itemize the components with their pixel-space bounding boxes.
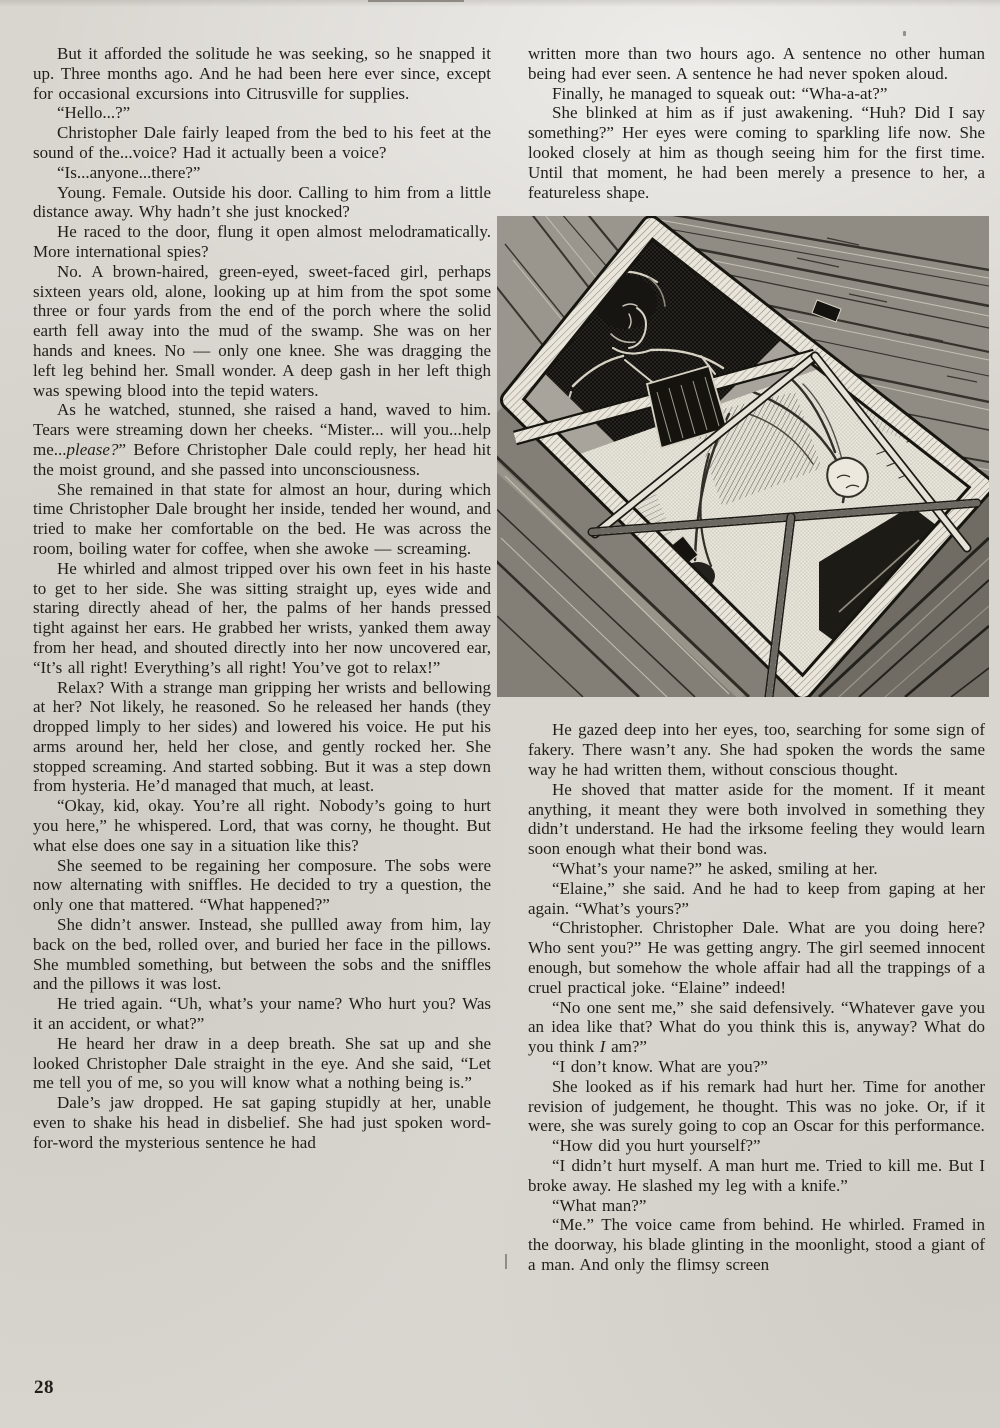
story-paragraph: No. A brown-haired, green-eyed, sweet-faced girl, perhaps sixteen years old, alone, looking up at him from the spot some three or four yards from the end of the porch where the solid earth fell away into the mud of the swamp. She was on her hands and knees. No — only one knee. She was dragging the left leg behind her. Small wonder. A deep gash in her left thigh was spewing blood into the tepid waters.	[33, 261, 491, 400]
story-paragraph: Christopher Dale fairly leaped from the bed to his feet at the sound of the...voice? Had it actually been a voice?	[33, 123, 491, 162]
story-paragraph: He tried again. “Uh, what’s your name? Who hurt you? Was it an accident, or what?”	[33, 994, 491, 1034]
story-paragraph: She blinked at him as if just awakening. “Huh? Did I say something?” Her eyes were coming to sparkling life now. She looked closely at him as though seeing him for the first time. Until that moment, he had been merely a presence to her, a featureless shape.	[528, 103, 985, 202]
story-paragraph: written more than two hours ago. A sentence no other human being had ever seen. A sentence he had never spoken aloud.	[528, 44, 985, 83]
story-paragraph: “How did you hurt yourself?”	[552, 1136, 761, 1156]
story-paragraph: He gazed deep into her eyes, too, searching for some sign of fakery. There wasn’t any. She had spoken the words the same way he had written them, without conscious thought.	[528, 720, 985, 779]
page-number: 28	[34, 1377, 54, 1398]
story-paragraph: He raced to the door, flung it open almost melodramatically. More international spies?	[33, 222, 491, 261]
story-paragraph: “What’s your name?” he asked, smiling at her.	[552, 858, 878, 878]
story-paragraph: “I don’t know. What are you?”	[552, 1056, 768, 1076]
story-column-right-top	[528, 44, 985, 202]
page-top-shading	[0, 0, 1000, 7]
story-paragraph: Dale’s jaw dropped. He sat gaping stupidly at her, unable even to shake his head in disbelief. She had just spoken word-for-word the mysterious sentence he had	[33, 1093, 491, 1152]
story-illustration	[497, 216, 989, 697]
scan-artifact-line	[368, 0, 464, 2]
story-paragraph: She looked as if his remark had hurt her. Time for another revision of judgement, he thought. This was no joke. Or, if it were, she was surely going to cop an Oscar for this performance.	[528, 1076, 985, 1136]
story-paragraph: “Hello...?”	[57, 103, 131, 123]
story-paragraph: Relax? With a strange man gripping her wrists and bellowing at her? Not likely, he reasoned. So he released her hands (they dropped limply to her sides) and lowered his voice. He put his arms around her, held her close, and gently rocked her. She stopped screaming. And started sobbing. But it was a step down from hysteria. He’d managed that much, at least.	[33, 677, 491, 796]
story-paragraph: She seemed to be regaining her composure. The sobs were now alternating with sniffles. He decided to try a question, the only one that mattered. “What happened?”	[33, 855, 491, 915]
story-column-left	[33, 44, 491, 1275]
story-paragraph: As he watched, stunned, she raised a hand, waved to him. Tears were streaming down her cheeks. “Mister... will you...help me...please?” Before Christopher Dale could reply, her head hit the moist ground, and she passed into unconsciousness.	[33, 400, 491, 479]
story-paragraph: “I didn’t hurt myself. A man hurt me. Tried to kill me. But I broke away. He slashed my leg with a knife.”	[528, 1155, 985, 1195]
story-paragraph: He heard her draw in a deep breath. She sat up and she looked Christopher Dale straight in the eye. And she said, “Let me tell you of me, so you will know what a nothing being is.”	[33, 1033, 491, 1093]
story-paragraph: “Okay, kid, okay. You’re all right. Nobody’s going to hurt you here,” he whispered. Lord, that was corny, he thought. But what else does one say in a situation like this?	[33, 796, 491, 855]
scan-artifact-speck	[903, 31, 906, 36]
story-paragraph: He whirled and almost tripped over his own feet in his haste to get to her side. She was sitting straight up, eyes wide and staring directly ahead of her, the palms of her hands pressed tight against her ears. He grabbed her wrists, yanked them away from her head, and shouted directly into her now uncovered ear, “It’s all right! Everything’s all right! You’ve got to relax!”	[33, 558, 491, 677]
story-paragraph: “Is...anyone...there?”	[57, 162, 201, 182]
story-paragraph: Young. Female. Outside his door. Calling to him from a little distance away. Why hadn’t she just knocked?	[33, 182, 491, 222]
story-paragraph: “Christopher. Christopher Dale. What are you doing here? Who sent you?” He was getting angry. The girl seemed innocent enough, but somehow the whole affair had all the trappings of a cruel practical joke. “Elaine” indeed!	[528, 918, 985, 997]
story-paragraph: “No one sent me,” she said defensively. “Whatever gave you an idea like that? What do you think this is, anyway? What do you think I am?”	[528, 997, 985, 1057]
story-column-right	[528, 44, 985, 1275]
story-column-right-bottom	[528, 720, 985, 1274]
story-paragraph: “What man?”	[552, 1195, 647, 1215]
story-paragraph: Finally, he managed to squeak out: “Wha-a-at?”	[552, 83, 888, 103]
story-body	[33, 44, 985, 1275]
story-paragraph: She remained in that state for almost an hour, during which time Christopher Dale brought her inside, tended her wound, and tried to make her comfortable on the bed. He was across the room, boiling water for coffee, when she awoke — screaming.	[33, 479, 491, 558]
story-paragraph: “Me.” The voice came from behind. He whirled. Framed in the doorway, his blade glinting in the moonlight, stood a giant of a man. And only the flimsy screen	[528, 1215, 985, 1274]
story-paragraph: She didn’t answer. Instead, she pullled away from him, lay back on the bed, rolled over, and buried her face in the pillows. She mumbled something, but between the sobs and the sniffles and the pillows it was lost.	[33, 915, 491, 994]
story-paragraph: He shoved that matter aside for the moment. If it meant anything, it meant they were both involved in something they didn’t understand. He had the irksome feeling they would learn soon enough what their bond was.	[528, 779, 985, 859]
screen-door-figure-art	[497, 216, 989, 697]
story-paragraph: But it afforded the solitude he was seeking, so he snapped it up. Three months ago. And he had been here ever since, except for occasional excursions into Citrusville for supplies.	[33, 44, 491, 103]
story-paragraph: “Elaine,” she said. And he had to keep from gaping at her again. “What’s yours?”	[528, 878, 985, 918]
